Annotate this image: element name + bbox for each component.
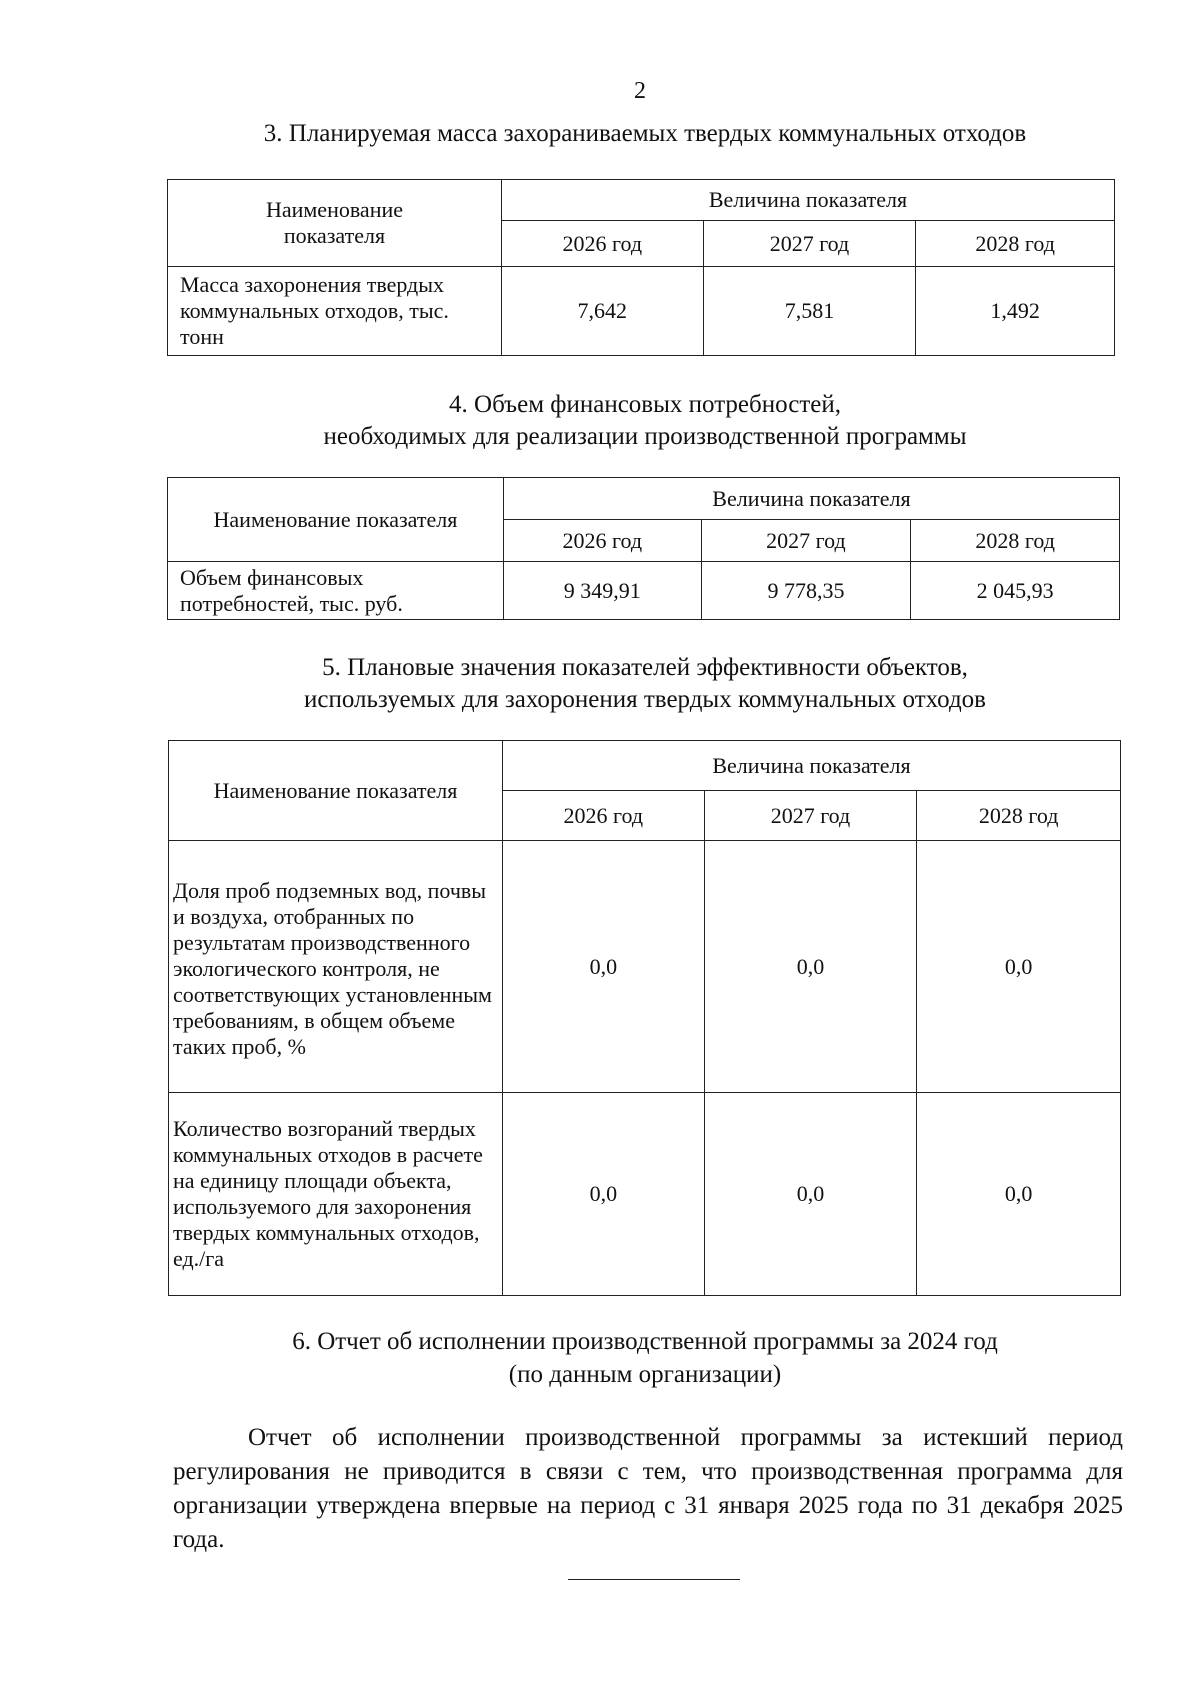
section-4-title-line2: необходимых для реализации производственной программы: [323, 423, 967, 450]
section-6-title-line2: (по данным организации): [508, 1361, 782, 1388]
row-value: 9 349,91: [503, 562, 701, 620]
year-header: 2027 год: [704, 791, 917, 841]
year-header: 2026 год: [501, 221, 703, 267]
year-header: 2028 год: [917, 791, 1121, 841]
year-header: 2028 год: [916, 221, 1115, 267]
section-6-title-line1: 6. Отчет об исполнении производственной программы за 2024 год: [292, 1328, 998, 1355]
section-3-title: 3. Планируемая масса захораниваемых твердых коммунальных отходов: [263, 120, 1027, 147]
table-header-value: Величина показателя: [501, 180, 1114, 221]
row-value: 9 778,35: [701, 562, 911, 620]
row-value: 0,0: [502, 841, 704, 1093]
row-name: Масса захоронения твердых коммунальных отходов, тыс. тонн: [168, 267, 502, 356]
table-header-name: Наименование показателя: [169, 741, 503, 841]
row-value: 0,0: [917, 1093, 1121, 1296]
year-header: 2026 год: [502, 791, 704, 841]
table-row: [168, 267, 1115, 356]
section-4-table: [167, 477, 1120, 620]
table-row: [168, 562, 1120, 620]
table-header-value: Величина показателя: [502, 741, 1120, 791]
row-value: 0,0: [502, 1093, 704, 1296]
table-row: [169, 1093, 1121, 1296]
section-3-table: [167, 179, 1115, 356]
year-header: 2027 год: [703, 221, 916, 267]
year-header: 2027 год: [701, 520, 911, 562]
row-value: 0,0: [917, 841, 1121, 1093]
page-number: 2: [634, 78, 646, 104]
row-name: Количество возгораний твердых коммунальных отходов в расчете на единицу площади объекта, используемого для захоронения твердых коммунальных отходов, ед./га: [169, 1093, 503, 1296]
end-divider: [568, 1579, 740, 1580]
section-5-title-line1: 5. Плановые значения показателей эффективности объектов,: [322, 654, 968, 681]
table-header-name: Наименование показателя: [168, 180, 502, 267]
row-value: 0,0: [704, 1093, 917, 1296]
row-name: Доля проб подземных вод, почвы и воздуха, отобранных по результатам производственного экологического контроля, не соответствующих установленным требованиям, в общем объеме таких проб, %: [169, 841, 503, 1093]
row-value: 2 045,93: [911, 562, 1120, 620]
row-value: 0,0: [704, 841, 917, 1093]
row-name: Объем финансовых потребностей, тыс. руб.: [168, 562, 504, 620]
row-value: 7,642: [501, 267, 703, 356]
report-paragraph: Отчет об исполнении производственной программы за истекший период регулирования не приводится в связи с тем, что производственная программа для организации утверждена впервые на период с 31 января 2025 года по 31 декабря 2025 года.: [173, 1424, 1123, 1553]
table-header-name: Наименование показателя: [168, 478, 504, 562]
table-row: [169, 841, 1121, 1093]
section-4-title-line1: 4. Объем финансовых потребностей,: [449, 391, 841, 418]
section-5-table: [168, 740, 1121, 1296]
table-header-value: Величина показателя: [503, 478, 1119, 520]
row-value: 1,492: [916, 267, 1115, 356]
year-header: 2026 год: [503, 520, 701, 562]
section-5-title-line2: используемых для захоронения твердых коммунальных отходов: [304, 686, 986, 713]
year-header: 2028 год: [911, 520, 1120, 562]
row-value: 7,581: [703, 267, 916, 356]
